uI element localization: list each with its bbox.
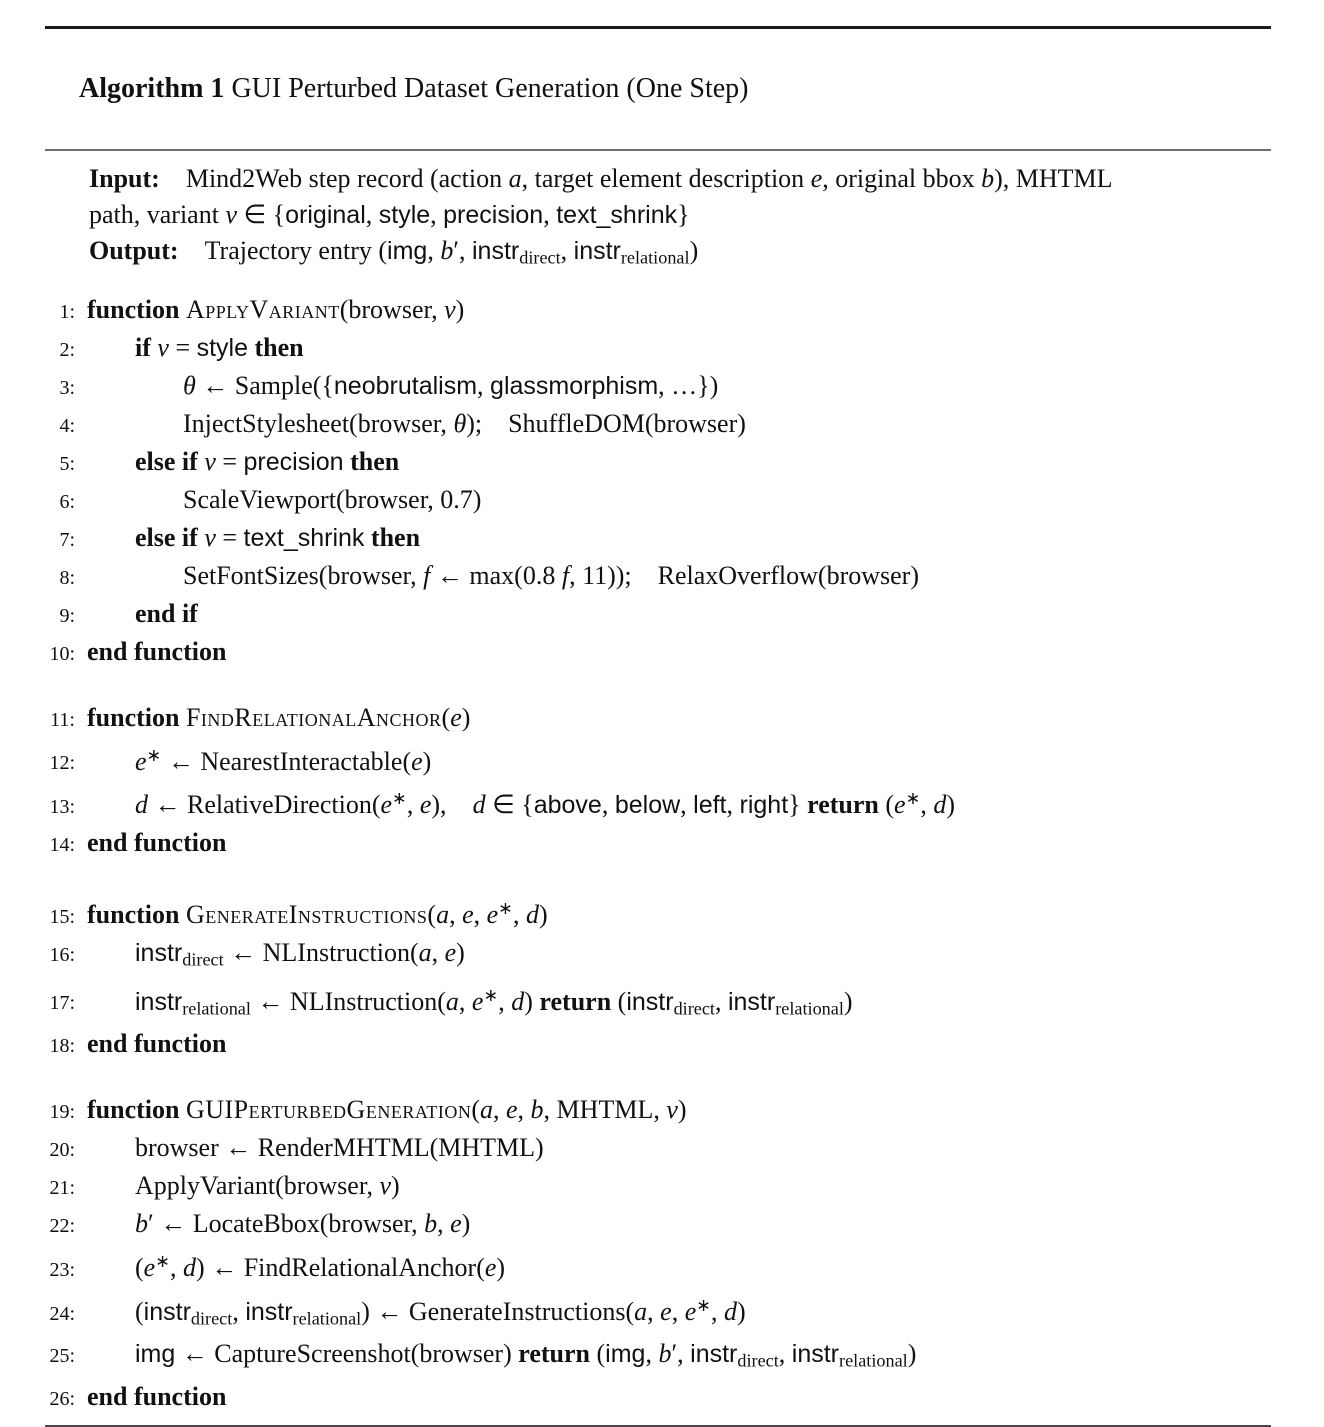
keyword-text: function <box>87 702 186 732</box>
keyword-text: return <box>807 790 879 820</box>
line-number: 8: <box>59 566 75 589</box>
code-text: ( <box>427 900 437 930</box>
sans-token: img <box>135 1340 176 1369</box>
math-variable: e <box>894 790 906 820</box>
code-text: , <box>711 1296 725 1326</box>
code-text: ′ ← LocateBbox(browser, <box>148 1208 425 1238</box>
code-text: , <box>431 938 445 968</box>
code-text: ← Sample({ <box>195 370 334 400</box>
code-text: , <box>680 790 694 820</box>
code-text: , <box>406 790 420 820</box>
preamble <box>45 151 1271 276</box>
code-text: ∈ { <box>237 200 286 229</box>
code-text: ′, <box>453 236 472 265</box>
code-text: ) <box>461 702 471 732</box>
algorithm-line <box>45 1026 1271 1064</box>
code-text: , <box>560 236 574 265</box>
math-variable: v <box>157 332 169 362</box>
line-content <box>87 1092 687 1127</box>
code-text: , <box>493 1094 506 1124</box>
code-text: ) <box>843 986 853 1016</box>
line-content <box>87 1206 470 1241</box>
keyword-text: if <box>135 332 158 362</box>
line-number: 26: <box>49 1387 75 1410</box>
algorithm-line <box>45 482 1271 520</box>
code-text: ) <box>677 1094 687 1124</box>
code-text: ) <box>524 986 540 1016</box>
keyword-text: function <box>87 294 186 324</box>
sans-token: img <box>605 1340 646 1369</box>
line-content <box>87 292 464 327</box>
math-variable: f <box>561 560 570 590</box>
code-text: , <box>427 236 441 265</box>
code-text: ′, <box>671 1339 691 1369</box>
keyword-text: function <box>87 900 186 930</box>
line-content <box>87 558 919 593</box>
algorithm-line <box>45 558 1271 596</box>
math-variable: a <box>480 1094 493 1124</box>
sans-token: instr <box>135 987 183 1016</box>
keyword-text: function <box>87 1094 186 1124</box>
code-text: , <box>647 1296 661 1326</box>
math-variable: f <box>423 560 431 590</box>
math-variable: e <box>471 986 484 1016</box>
line-content <box>87 406 746 441</box>
code-text: , <box>671 1296 685 1326</box>
code-text: , <box>920 790 934 820</box>
code-text: Mind2Web step record (action <box>159 164 509 193</box>
line-number: 24: <box>49 1302 75 1325</box>
line-number: 10: <box>49 642 75 665</box>
code-text: ) ← GenerateInstructions( <box>361 1296 635 1326</box>
algorithm-line <box>45 700 1271 738</box>
algorithm-line <box>45 444 1271 482</box>
sans-token: precision <box>243 447 344 476</box>
keyword-text: else if <box>135 446 205 476</box>
code-text: ← RelativeDirection( <box>148 790 381 820</box>
code-text: ) <box>461 1208 471 1238</box>
keyword-text: end function <box>87 828 227 858</box>
code-text: , <box>714 986 728 1016</box>
code-text: ← max(0.8 <box>430 560 562 590</box>
line-number: 6: <box>59 490 75 513</box>
function-name: GUIPerturbedGeneration <box>185 1094 472 1124</box>
code-text: , <box>498 986 512 1016</box>
keyword-text: then <box>364 522 421 552</box>
algorithm-line <box>45 781 1271 825</box>
math-variable: b <box>135 1208 148 1238</box>
math-variable: θ <box>453 408 467 438</box>
code-text: ) <box>496 1252 506 1282</box>
algorithm-line <box>45 1168 1271 1206</box>
code-text: browser ← RenderMHTML(MHTML) <box>135 1132 544 1162</box>
algorithm-caption: GUI Perturbed Dataset Generation (One Step) <box>224 73 749 104</box>
math-variable: e <box>462 900 474 930</box>
sans-token: instr <box>135 939 183 968</box>
math-variable: d <box>135 790 148 820</box>
math-variable: v <box>444 294 456 324</box>
superscript-text: ∗ <box>483 984 499 1005</box>
line-content <box>87 935 465 978</box>
code-text: ) <box>456 938 465 968</box>
superscript-text: ∗ <box>696 1294 712 1315</box>
algorithm-line <box>45 978 1271 1026</box>
sans-token: text_shrink <box>556 201 678 229</box>
math-variable: a <box>445 986 459 1016</box>
math-variable: v <box>225 200 237 229</box>
keyword-text: end if <box>135 598 198 628</box>
line-number: 21: <box>49 1176 75 1199</box>
sans-token: right <box>739 791 789 820</box>
algorithm-line <box>45 1206 1271 1244</box>
code-text: } <box>677 200 690 229</box>
code-text: ) <box>455 294 465 324</box>
superscript-text: ∗ <box>155 1250 171 1271</box>
line-number: 19: <box>49 1100 75 1123</box>
code-text: , <box>778 1339 792 1369</box>
math-variable: v <box>379 1170 391 1200</box>
code-text: = <box>168 332 197 362</box>
line-number: 5: <box>59 452 75 475</box>
algorithm-line <box>45 292 1271 330</box>
line-number: 13: <box>49 796 75 819</box>
subscript-text: direct <box>182 949 224 970</box>
sans-token: above <box>533 791 602 820</box>
line-content <box>87 444 399 480</box>
line-content <box>87 1244 505 1285</box>
sans-token: precision <box>443 201 544 229</box>
code-text: , <box>645 1339 659 1369</box>
code-text: , <box>477 370 491 400</box>
code-text: ); ShuffleDOM(browser) <box>466 408 746 438</box>
code-text: ← NLInstruction( <box>223 938 419 968</box>
line-content <box>87 1379 226 1414</box>
code-text: ) <box>538 900 548 930</box>
code-text: ( <box>135 1252 144 1282</box>
code-text: InjectStylesheet(browser, <box>183 408 454 438</box>
math-variable: e <box>450 702 462 732</box>
keyword-text: else if <box>135 522 205 552</box>
math-variable: a <box>418 938 432 968</box>
keyword-text: end function <box>87 1028 227 1058</box>
math-variable: e <box>484 1252 497 1282</box>
subscript-text: relational <box>775 997 844 1018</box>
line-number: 15: <box>49 906 75 929</box>
code-text: , …}) <box>658 370 719 400</box>
function-name: FindRelationalAnchor <box>185 702 442 732</box>
sans-token: instr <box>791 1340 840 1369</box>
keyword-text: then <box>248 332 304 362</box>
subscript-text: relational <box>839 1350 908 1371</box>
code-text: , <box>365 200 379 229</box>
bottom-rule <box>45 1425 1271 1427</box>
code-text: , <box>517 1094 531 1124</box>
sans-token: instr <box>143 1297 191 1326</box>
superscript-text: ∗ <box>392 788 407 809</box>
math-variable: d <box>525 900 539 930</box>
line-number: 18: <box>49 1034 75 1057</box>
sans-token: original <box>285 201 366 229</box>
math-variable: e <box>419 790 432 820</box>
math-variable: b <box>440 236 454 265</box>
code-text: , MHTML, <box>543 1094 667 1124</box>
line-number: 23: <box>49 1258 75 1281</box>
sans-token: instr <box>690 1340 738 1369</box>
math-variable: θ <box>183 370 196 400</box>
line-number: 3: <box>59 376 75 399</box>
line-number: 17: <box>49 992 75 1015</box>
algorithm-line <box>45 935 1271 978</box>
math-variable: d <box>472 790 486 820</box>
line-content <box>87 1336 916 1379</box>
code-text: Trajectory entry ( <box>178 236 388 265</box>
line-number: 1: <box>59 300 75 323</box>
code-text: , <box>437 1208 451 1238</box>
code-text: SetFontSizes(browser, <box>183 560 424 590</box>
code-text: ApplyVariant(browser, <box>135 1170 380 1200</box>
code-text: ), <box>431 790 473 820</box>
sans-token: text_shrink <box>243 523 365 552</box>
math-variable: b <box>981 164 995 193</box>
algorithm-line <box>45 1244 1271 1288</box>
math-variable: a <box>634 1296 648 1326</box>
code-text: ← NLInstruction( <box>250 986 446 1016</box>
algorithm-line <box>45 1092 1271 1130</box>
code-text: = <box>215 446 244 476</box>
math-variable: e <box>444 938 457 968</box>
math-variable: e <box>450 1208 462 1238</box>
keyword-text: then <box>343 446 400 476</box>
algorithm-block <box>45 26 1271 1427</box>
line-content <box>87 1288 746 1336</box>
line-number: 25: <box>49 1345 75 1368</box>
code-text: , 11)); RelaxOverflow(browser) <box>569 560 919 590</box>
line-content <box>87 891 548 932</box>
math-variable: e <box>810 164 823 193</box>
math-variable: e <box>506 1094 518 1124</box>
algorithm-line <box>45 596 1271 634</box>
line-number: 4: <box>59 414 75 437</box>
subscript-text: relational <box>182 997 251 1018</box>
superscript-text: ∗ <box>146 744 162 765</box>
algorithm-line <box>45 1379 1271 1417</box>
code-text: ) <box>422 746 432 776</box>
subscript-text: direct <box>737 1350 779 1371</box>
sans-token: instr <box>472 237 520 265</box>
algorithm-line <box>45 1130 1271 1168</box>
code-text: , <box>473 900 487 930</box>
code-text: ← NearestInteractable( <box>161 746 412 776</box>
algorithm-line <box>45 330 1271 368</box>
line-number: 20: <box>49 1138 75 1161</box>
math-variable: d <box>183 1252 197 1282</box>
line-number: 7: <box>59 528 75 551</box>
preamble-line <box>89 233 1271 276</box>
line-number: 22: <box>49 1214 75 1237</box>
code-text: ) ← FindRelationalAnchor( <box>196 1252 485 1282</box>
sans-token: instr <box>626 987 674 1016</box>
code-text: ( <box>589 1339 606 1369</box>
math-variable: e <box>411 746 423 776</box>
math-variable: e <box>135 746 147 776</box>
code-text: ), MHTML <box>994 164 1113 193</box>
line-number: 16: <box>49 944 75 967</box>
code-text: path, variant <box>89 200 226 229</box>
code-text: , original bbox <box>822 164 982 193</box>
line-content <box>87 330 304 366</box>
subscript-text: direct <box>673 997 715 1018</box>
keyword-text: end function <box>87 1381 227 1411</box>
line-number: 12: <box>49 752 75 775</box>
math-variable: e <box>380 790 393 820</box>
keyword-text: return <box>539 986 612 1016</box>
keyword-text: Output: <box>89 236 179 265</box>
code-text: ) <box>737 1296 746 1326</box>
line-number: 2: <box>59 338 75 361</box>
code-text: , <box>601 790 615 820</box>
subscript-text: direct <box>190 1308 233 1329</box>
subscript-text: relational <box>620 247 690 268</box>
code-text: , <box>232 1296 246 1326</box>
superscript-text: ∗ <box>905 788 921 809</box>
code-text: = <box>215 522 244 552</box>
code-text: , <box>430 200 444 229</box>
code-text: ← CaptureScreenshot(browser) <box>175 1339 519 1369</box>
code-text: ) <box>391 1170 400 1200</box>
line-content <box>87 368 718 404</box>
code-text: , <box>726 790 740 820</box>
line-content <box>87 634 226 669</box>
function-name: ApplyVariant <box>185 294 340 324</box>
line-content <box>87 596 198 631</box>
code-text: } <box>788 790 808 820</box>
math-variable: e <box>143 1252 156 1282</box>
algorithm-line <box>45 634 1271 672</box>
math-variable: e <box>660 1296 672 1326</box>
code-text: ∈ { <box>485 790 534 820</box>
function-name: GenerateInstructions <box>185 900 428 930</box>
math-variable: e <box>486 900 499 930</box>
code-text: , <box>170 1252 184 1282</box>
algorithm-line <box>45 1288 1271 1336</box>
math-variable: b <box>530 1094 544 1124</box>
line-content <box>87 1026 226 1061</box>
sans-token: instr <box>245 1297 293 1326</box>
keyword-text: Input: <box>89 164 160 193</box>
math-variable: d <box>724 1296 738 1326</box>
math-variable: a <box>508 164 522 193</box>
algorithm-line <box>45 368 1271 406</box>
code-text: , <box>543 200 557 229</box>
sans-token: instr <box>727 987 776 1016</box>
preamble-line <box>89 197 1271 233</box>
math-variable: d <box>511 986 525 1016</box>
code-text: , <box>449 900 463 930</box>
sans-token: style <box>378 201 431 229</box>
code-text: ) <box>689 236 699 265</box>
superscript-text: ∗ <box>498 898 513 919</box>
math-variable: v <box>666 1094 678 1124</box>
math-variable: e <box>684 1296 697 1326</box>
algorithm-lines <box>45 292 1271 1417</box>
algorithm-title <box>45 29 1271 149</box>
subscript-text: direct <box>519 247 561 268</box>
algorithm-label: Algorithm 1 <box>79 73 225 104</box>
line-content <box>87 781 955 823</box>
code-text: ScaleViewport(browser, 0.7) <box>183 484 482 514</box>
sans-token: neobrutalism <box>333 371 478 400</box>
algorithm-line <box>45 406 1271 444</box>
line-number: 9: <box>59 604 75 627</box>
math-variable: v <box>204 522 216 552</box>
code-text: , target element description <box>521 164 811 193</box>
sans-token: left <box>693 791 727 820</box>
line-content <box>87 1130 544 1165</box>
line-number: 14: <box>49 834 75 857</box>
code-text: (browser, <box>339 294 445 324</box>
line-content <box>87 978 853 1026</box>
sans-token: glassmorphism <box>490 371 659 400</box>
algorithm-line <box>45 1336 1271 1379</box>
algorithm-line <box>45 520 1271 558</box>
line-content <box>87 738 431 779</box>
keyword-text: end function <box>87 636 227 666</box>
code-text: ) <box>946 790 956 820</box>
line-content <box>87 825 226 860</box>
code-text: ( <box>878 790 895 820</box>
math-variable: a <box>436 900 450 930</box>
code-text: ( <box>441 702 451 732</box>
math-variable: v <box>204 446 216 476</box>
code-text: ( <box>611 986 627 1016</box>
line-content <box>87 700 470 735</box>
math-variable: b <box>424 1208 438 1238</box>
code-text: , <box>458 986 472 1016</box>
sans-token: style <box>196 333 249 362</box>
algorithm-line <box>45 738 1271 782</box>
math-variable: b <box>658 1339 672 1369</box>
code-text: , <box>512 900 526 930</box>
code-text: ( <box>135 1296 144 1326</box>
preamble-line <box>89 161 1271 197</box>
sans-token: instr <box>573 237 621 265</box>
line-content <box>87 1168 400 1203</box>
algorithm-line <box>45 891 1271 935</box>
line-content <box>87 482 481 517</box>
sans-token: below <box>614 791 681 820</box>
code-text: ( <box>471 1094 480 1124</box>
subscript-text: relational <box>292 1308 362 1329</box>
line-number: 11: <box>50 708 75 731</box>
keyword-text: return <box>518 1339 590 1369</box>
sans-token: img <box>387 237 428 265</box>
algorithm-line <box>45 825 1271 863</box>
code-text: ) <box>907 1339 917 1369</box>
math-variable: d <box>933 790 947 820</box>
line-content <box>87 520 420 556</box>
